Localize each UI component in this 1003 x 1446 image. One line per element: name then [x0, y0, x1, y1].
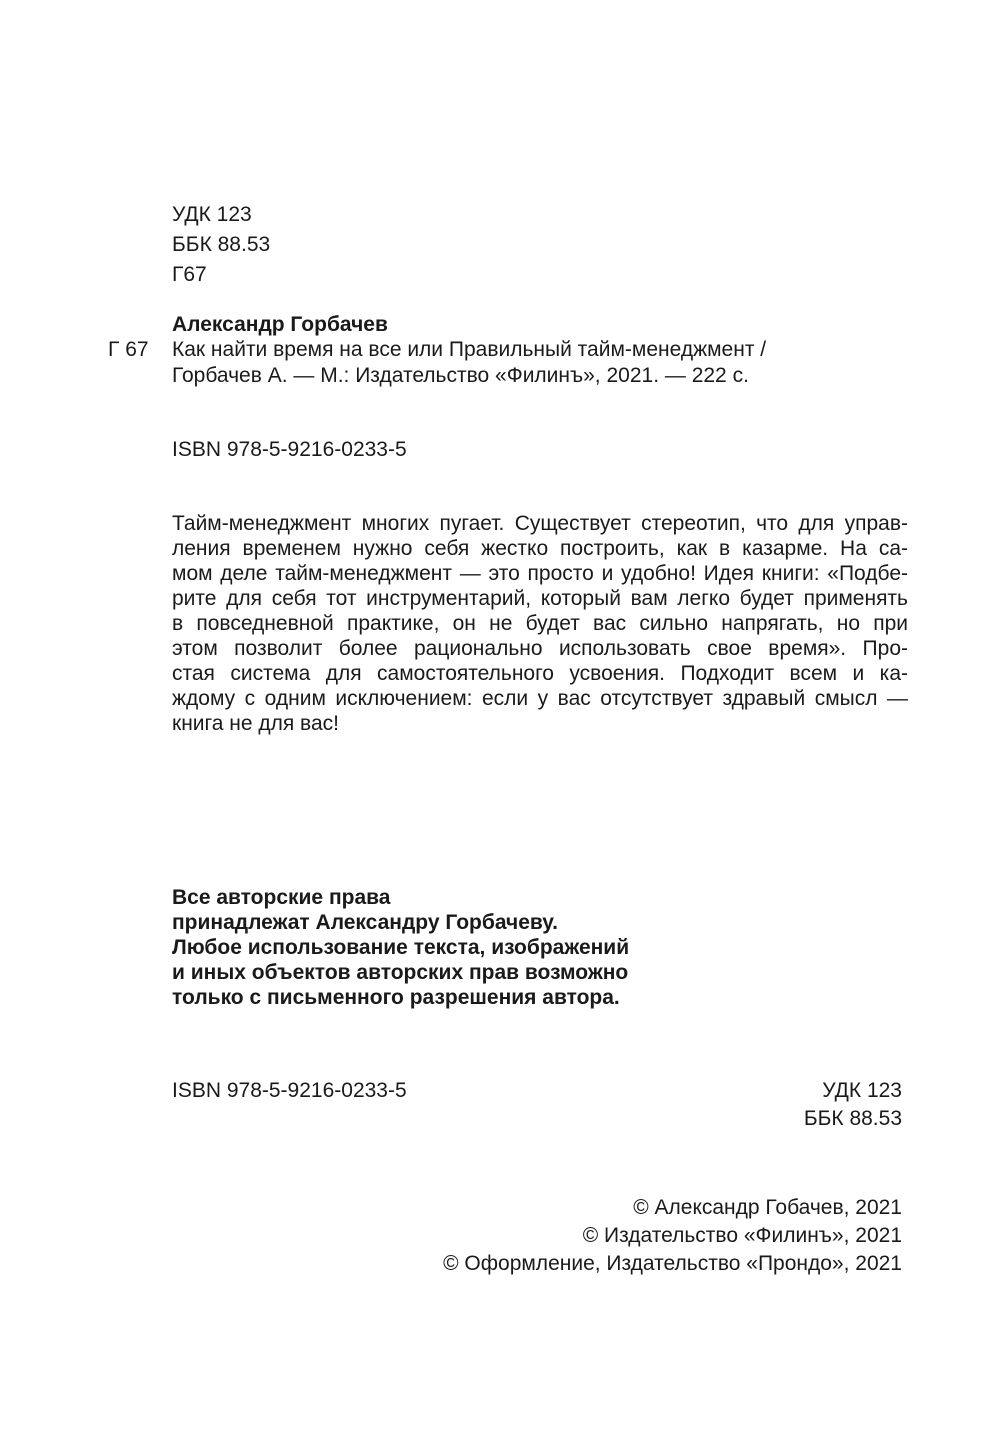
rights-notice — [172, 885, 629, 1010]
rights-line: и иных объектов авторских прав возможно — [172, 961, 629, 984]
isbn-bottom: ISBN 978-5-9216-0233-5 — [172, 1079, 407, 1102]
isbn-top: ISBN 978-5-9216-0233-5 — [172, 438, 407, 461]
abstract-line: этом позволит более рационально использовать свое время». Про- — [172, 637, 908, 660]
rights-line: принадлежат Александру Горбачеву. — [172, 911, 558, 934]
udk-code: УДК 123 — [172, 203, 252, 226]
copyright-author: © Александр Гобачев, 2021 — [633, 1196, 902, 1219]
abstract-line: в повседневной практике, он не будет вас сильно напрягать, но при — [172, 612, 908, 635]
bbk-code: ББК 88.53 — [172, 233, 271, 256]
abstract-line: рите для себя тот инструментарий, который вам легко будет применять — [172, 587, 908, 610]
copyright-publisher: © Издательство «Филинъ», 2021 — [582, 1224, 902, 1247]
rights-line: Любое использование текста, изображений — [172, 936, 630, 959]
shelf-mark: Г 67 — [108, 338, 149, 361]
rights-line: только с письменного разрешения автора. — [172, 986, 620, 1009]
title-line-1: Как найти время на все или Правильный тайм-менеджмент / — [172, 338, 767, 361]
abstract-line: Тайм-менеджмент многих пугает. Существует стереотип, что для управ- — [172, 512, 908, 535]
author-mark: Г67 — [172, 263, 207, 286]
bbk-bottom: ББК 88.53 — [803, 1107, 902, 1130]
rights-line: Все авторские права — [172, 886, 391, 909]
abstract-line: мом деле тайм-менеджмент — это просто и удобно! Идея книги: «Подбе- — [172, 562, 908, 585]
abstract-line: ждому с одним исключением: если у вас отсутствует здравый смысл — — [172, 687, 908, 710]
title-line-2: Горбачев А. — М.: Издательство «Филинъ», 2021. — 222 с. — [172, 364, 749, 387]
abstract-line: книга не для вас! — [172, 712, 339, 735]
author-name: Александр Горбачев — [172, 313, 388, 336]
abstract-line: ления временем нужно себя жестко построить, как в казарме. На са- — [172, 537, 908, 560]
udk-bottom: УДК 123 — [822, 1079, 902, 1102]
copyright-design: © Оформление, Издательство «Прондо», 2021 — [443, 1252, 902, 1275]
abstract — [172, 511, 908, 736]
abstract-line: стая система для самостоятельного усвоения. Подходит всем и ка- — [172, 662, 908, 685]
